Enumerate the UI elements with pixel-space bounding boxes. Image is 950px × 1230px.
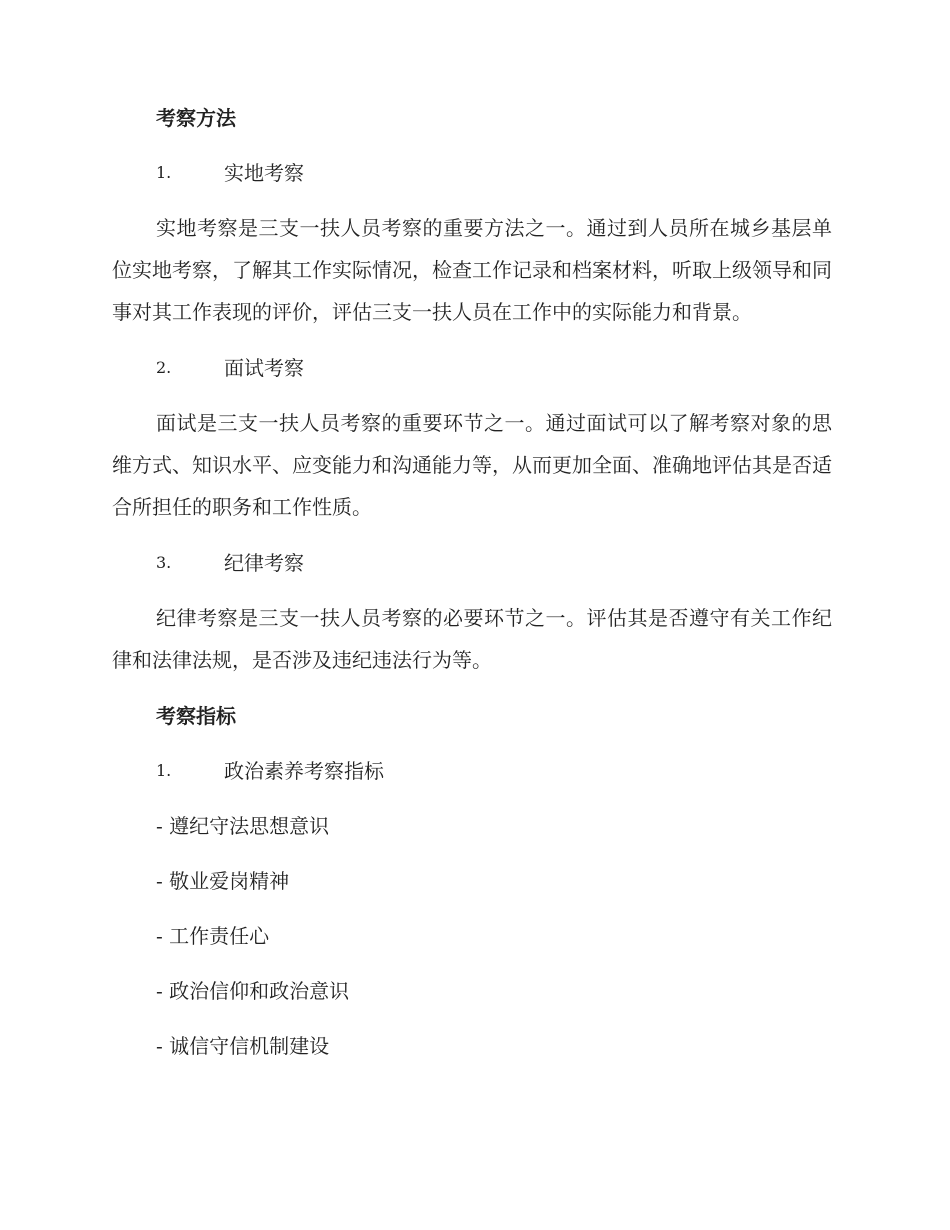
indicator-bullet: - 诚信守信机制建设 — [156, 1034, 330, 1058]
item-title: 纪律考察 — [224, 551, 304, 575]
item-number: 3. — [156, 553, 172, 572]
method-item-1-title — [156, 159, 832, 187]
section-heading-methods: 考察方法 — [156, 106, 236, 130]
indicator-bullet: - 政治信仰和政治意识 — [156, 979, 350, 1003]
section-heading-indicators: 考察指标 — [156, 704, 236, 728]
method-item-3-text: 纪律考察是三支一扶人员考察的必要环节之一。评估其是否遵守有关工作纪律和法律法规，是否涉及违纪违法行为等。 — [112, 606, 832, 672]
method-item-1-text: 实地考察是三支一扶人员考察的重要方法之一。通过到人员所在城乡基层单位实地考察，了解其工作实际情况，检查工作记录和档案材料，听取上级领导和同事对其工作表现的评价，评估三支一扶人员在工作中的实际能力和背景。 — [112, 216, 832, 324]
item-title: 实地考察 — [224, 161, 304, 185]
item-number: 1. — [156, 761, 172, 780]
item-number: 1. — [156, 163, 172, 182]
method-item-2-title — [156, 354, 832, 382]
indicator-bullet: - 工作责任心 — [156, 924, 270, 948]
item-number: 2. — [156, 358, 172, 377]
method-item-3-title — [156, 549, 832, 577]
indicator-bullet: - 敬业爱岗精神 — [156, 869, 290, 893]
indicator-item-1-title — [156, 757, 832, 785]
indicator-bullet: - 遵纪守法思想意识 — [156, 814, 330, 838]
method-item-2-text: 面试是三支一扶人员考察的重要环节之一。通过面试可以了解考察对象的思维方式、知识水平、应变能力和沟通能力等，从而更加全面、准确地评估其是否适合所担任的职务和工作性质。 — [112, 411, 832, 519]
document-page — [112, 104, 832, 1087]
item-title: 政治素养考察指标 — [224, 759, 384, 783]
item-title: 面试考察 — [224, 356, 304, 380]
